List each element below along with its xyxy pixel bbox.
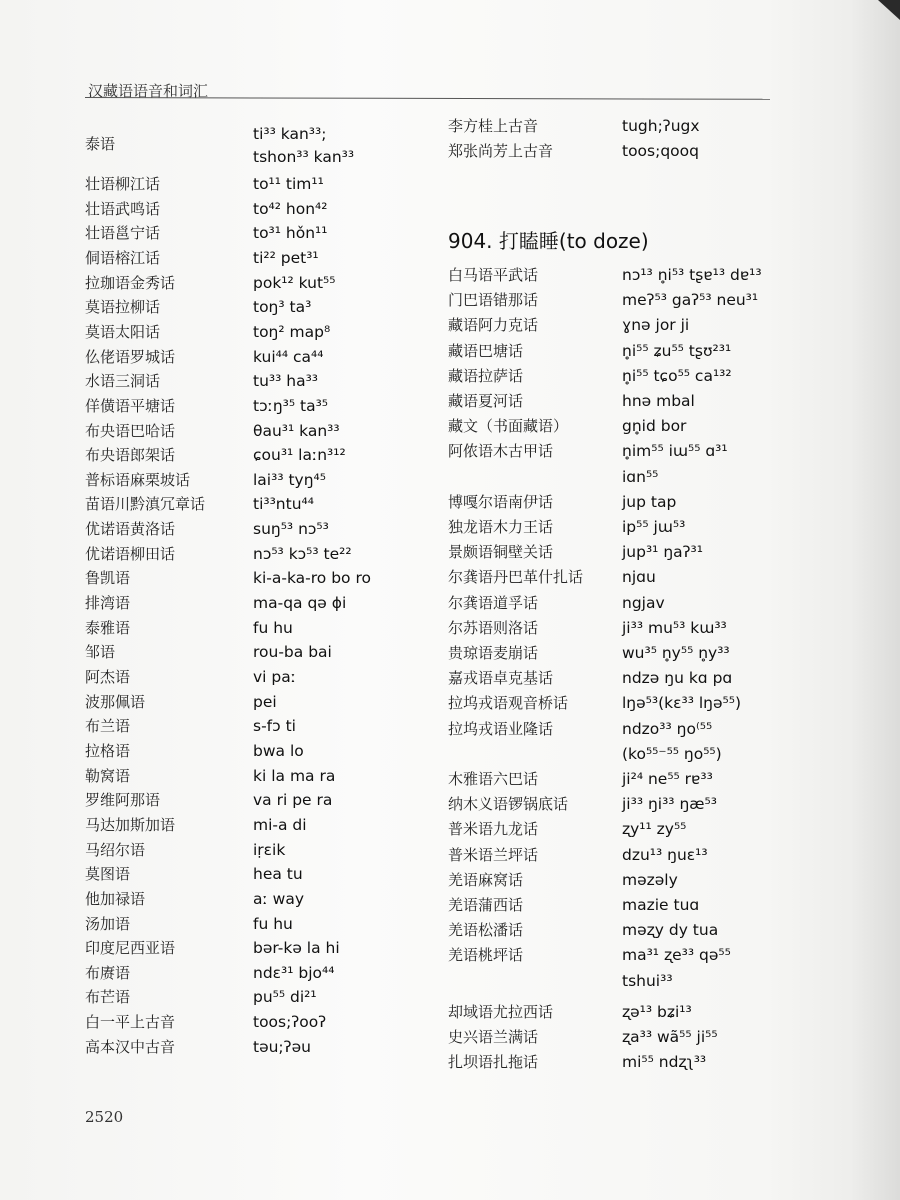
entry-word: iṛɛik <box>253 840 286 859</box>
entry-language: 独龙语木力王话 <box>448 518 554 536</box>
page-edge-shadow <box>850 0 900 1200</box>
entry-language: 尔龚语丹巴革什扎话 <box>448 568 584 587</box>
entry-word: ma³¹ ʐe³³ qə⁵⁵ <box>622 946 731 965</box>
entry-language: 拉格语 <box>85 741 131 760</box>
entry-language: 门巴语错那话 <box>448 291 539 310</box>
entry-language: 尔龚语道孚话 <box>448 593 539 612</box>
entry-language: 他加禄语 <box>85 889 146 908</box>
entry-language: 拉坞戎语业隆话 <box>448 719 554 738</box>
entry-language: 水语三洞话 <box>85 372 161 391</box>
entry-word: dzu¹³ ŋuɛ¹³ <box>622 845 708 864</box>
entry-language: 泰语 <box>85 135 116 153</box>
entry-word: tǝu;ʔǝu <box>253 1037 311 1056</box>
entry-word: ma-qa qə ɸi <box>253 594 347 613</box>
entry-word: aː way <box>253 889 304 908</box>
corner-mark <box>878 0 900 20</box>
entry-word: jup³¹ ŋaʔ³¹ <box>622 543 703 562</box>
entry-language: 普米语兰坪话 <box>448 845 539 864</box>
entry-language: 纳木义语锣锅底话 <box>448 795 569 814</box>
entry-word: ki-a-ka-ro bo ro <box>253 569 371 588</box>
entry-word: fu hu <box>253 914 293 933</box>
entry-language: 排湾语 <box>85 594 131 613</box>
entry-word: rou-ba bai <box>253 643 332 662</box>
section-title: 904. 打瞌睡(to doze) <box>448 229 649 253</box>
entry-language: 拉坞戎语观音桥话 <box>448 694 569 713</box>
entry-word: ʐy¹¹ zy⁵⁵ <box>622 820 687 839</box>
entry-word: tshon³³ kan³³ <box>253 148 355 166</box>
entry-language: 勒窝语 <box>85 766 131 785</box>
entry-word: n̥im⁵⁵ iɯ⁵⁵ ɑ³¹ <box>622 442 728 461</box>
entry-language: 嘉戎语卓克基话 <box>448 669 554 688</box>
entry-language: 罗维阿那语 <box>85 791 161 810</box>
entry-language: 鲁凯语 <box>85 569 131 588</box>
entry-language: 莫语太阳话 <box>85 322 161 341</box>
entry-word: pok¹² kut⁵⁵ <box>253 273 336 292</box>
entry-word: ndzo³³ ŋo⁽⁵⁵ <box>622 719 713 738</box>
entry-language: 印度尼西亚语 <box>85 939 176 958</box>
entry-word: njɑu <box>622 568 656 587</box>
entry-language: 尔苏语则洛话 <box>448 618 539 637</box>
entry-language: 羌语蒲西话 <box>448 896 524 914</box>
entry-word: mi-a di <box>253 815 307 834</box>
entry-word: toos;ʔooʔ <box>253 1013 327 1032</box>
entry-language: 汤加语 <box>85 914 131 933</box>
entry-language: 布芒语 <box>85 988 131 1007</box>
entry-language: 布央语郎架话 <box>85 446 176 465</box>
entry-word: ʐa³³ wã⁵⁵ ji⁵⁵ <box>622 1028 718 1046</box>
entry-word: iɑn⁵⁵ <box>622 467 659 486</box>
entry-language: 布央语巴哈话 <box>85 421 176 440</box>
entry-language: 郑张尚芳上古音 <box>448 142 554 160</box>
entry-language: 羌语松潘话 <box>448 921 524 940</box>
entry-language: 木雅语六巴话 <box>448 770 539 788</box>
entry-word: məzəly <box>622 870 678 889</box>
entry-word: to³¹ hǒn¹¹ <box>253 224 328 243</box>
entry-word: nɔ⁵³ kɔ⁵³ te²² <box>253 544 352 563</box>
entry-word: pu⁵⁵ di²¹ <box>253 988 317 1007</box>
entry-word: s-fɔ ti <box>253 717 296 736</box>
entry-word: suŋ⁵³ nɔ⁵³ <box>253 520 329 539</box>
entry-word: mi⁵⁵ ndʐʅ³³ <box>622 1053 707 1072</box>
entry-language: 却域语尤拉西话 <box>448 1002 554 1021</box>
entry-language: 壮语武鸣话 <box>85 199 161 218</box>
entry-word: ti³³ kan³³; <box>253 125 327 143</box>
entry-language: 藏语夏河话 <box>448 392 524 410</box>
entry-word: nɔ¹³ n̥i⁵³ tʂɐ¹³ dɐ¹³ <box>622 266 762 284</box>
entry-word: ji²⁴ ne⁵⁵ rɐ³³ <box>622 770 713 788</box>
entry-language: 马绍尔语 <box>85 840 146 859</box>
entry-language: 高本汉中古音 <box>85 1037 176 1056</box>
entry-word: ɣnə jor ji <box>622 316 690 335</box>
entry-word: to⁴² hon⁴² <box>253 199 328 218</box>
entry-language: 史兴语兰满话 <box>448 1028 539 1046</box>
entry-word: tugh;ʔugx <box>622 117 700 135</box>
entry-word: kui⁴⁴ ca⁴⁴ <box>253 347 324 366</box>
entry-language: 侗语榕江话 <box>85 248 161 267</box>
entry-word: va ri pe ra <box>253 791 333 810</box>
entry-language: 优诺语柳田话 <box>85 544 176 563</box>
entry-language: 阿杰语 <box>85 668 131 686</box>
entry-language: 白马语平武话 <box>448 266 539 284</box>
entry-language: 藏文（书面藏语） <box>448 417 569 436</box>
entry-word: gn̥id bor <box>622 417 687 436</box>
entry-word: lai³³ tyŋ⁴⁵ <box>253 470 326 489</box>
entry-language: 莫图语 <box>85 865 131 884</box>
entry-word: ndɛ³¹ bjo⁴⁴ <box>253 963 335 982</box>
entry-word: tshui³³ <box>622 971 673 990</box>
entry-language: 苗语川黔滇冗章话 <box>85 495 206 514</box>
entry-word: tu³³ ha³³ <box>253 372 319 391</box>
entry-word: məʐy dy tua <box>622 921 719 940</box>
entry-word: jup tap <box>622 492 677 511</box>
entry-language: 景颇语铜壁关话 <box>448 543 554 562</box>
entry-word: lŋə⁵³(kɛ³³ lŋə⁵⁵) <box>622 694 741 713</box>
entry-word: mazie tuɑ <box>622 896 700 914</box>
entry-word: to¹¹ tim¹¹ <box>253 175 324 193</box>
entry-language: 波那佩语 <box>85 692 146 711</box>
entry-language: 佯僙语平塘话 <box>85 396 176 415</box>
entry-language: 白一平上古音 <box>85 1013 176 1032</box>
entry-word: meʔ⁵³ gaʔ⁵³ neu³¹ <box>622 291 759 310</box>
entry-word: ki la ma ra <box>253 766 336 785</box>
entry-language: 优诺语黄洛话 <box>85 520 176 539</box>
entry-word: ji³³ ŋi³³ ŋæ⁵³ <box>622 795 717 814</box>
entry-word: hea tu <box>253 865 303 884</box>
entry-language: 泰雅语 <box>85 618 131 637</box>
entry-language: 藏语阿力克话 <box>448 316 539 335</box>
entry-language: 阿侬语木古甲话 <box>448 442 554 461</box>
entry-word: (ko⁵⁵⁻⁵⁵ ŋo⁵⁵) <box>622 744 722 763</box>
entry-language: 布兰语 <box>85 717 131 736</box>
entry-word: ʐə¹³ bʑi¹³ <box>622 1002 692 1021</box>
entry-word: ti³³ntu⁴⁴ <box>253 495 314 514</box>
entry-word: bər-kə la hi <box>253 939 340 958</box>
entry-word: toŋ³ ta³ <box>253 298 312 317</box>
entry-word: bwa lo <box>253 741 304 760</box>
entry-word: vi paː <box>253 668 296 686</box>
entry-word: ip⁵⁵ jɯ⁵³ <box>622 518 686 536</box>
entry-word: fu hu <box>253 618 293 637</box>
entry-language: 壮语邕宁话 <box>85 224 161 243</box>
entry-word: n̥i⁵⁵ ʑu⁵⁵ tʂʊ²³¹ <box>622 341 732 360</box>
entry-language: 布赓语 <box>85 963 131 982</box>
entry-word: ndzə ŋu kɑ pɑ <box>622 669 733 688</box>
entry-word: ɕou³¹ laːn³¹² <box>253 446 346 465</box>
entry-language: 仫佬语罗城话 <box>85 347 176 366</box>
entry-language: 普米语九龙话 <box>448 820 539 839</box>
entry-language: 李方桂上古音 <box>448 117 539 135</box>
entry-language: 壮语柳江话 <box>85 175 161 193</box>
entry-language: 羌语桃坪话 <box>448 946 524 965</box>
entry-language: 拉珈语金秀话 <box>85 273 176 292</box>
entry-word: pei <box>253 692 277 711</box>
entry-word: ji³³ mu⁵³ kɯ³³ <box>622 618 727 637</box>
entry-language: 莫语拉柳话 <box>85 298 161 317</box>
entry-language: 马达加斯加语 <box>85 815 176 834</box>
entry-word: toŋ² map⁸ <box>253 322 331 341</box>
entry-language: 博嘎尔语南伊话 <box>448 492 554 511</box>
entry-language: 普标语麻栗坡话 <box>85 470 191 489</box>
entry-word: hnə mbal <box>622 392 695 410</box>
entry-word: ngjav <box>622 593 665 612</box>
entry-word: θau³¹ kan³³ <box>253 421 340 440</box>
entry-language: 羌语麻窝话 <box>448 870 524 889</box>
entry-word: ti²² pet³¹ <box>253 248 319 267</box>
entry-language: 藏语拉萨话 <box>448 366 524 385</box>
page-number: 2520 <box>85 1108 124 1126</box>
running-header: 汉藏语语音和词汇 <box>88 82 209 100</box>
entry-language: 扎坝语扎拖话 <box>448 1053 539 1072</box>
entry-word: n̥i⁵⁵ tɕo⁵⁵ ca¹³² <box>622 366 732 385</box>
entry-word: tɔːŋ³⁵ ta³⁵ <box>253 396 328 415</box>
entry-word: toos;qooq <box>622 142 699 160</box>
entry-language: 邹语 <box>85 643 116 662</box>
entry-language: 贵琼语麦崩话 <box>448 644 539 662</box>
entry-language: 藏语巴塘话 <box>448 341 524 360</box>
entry-word: wu³⁵ n̥y⁵⁵ n̥y³³ <box>622 644 730 662</box>
